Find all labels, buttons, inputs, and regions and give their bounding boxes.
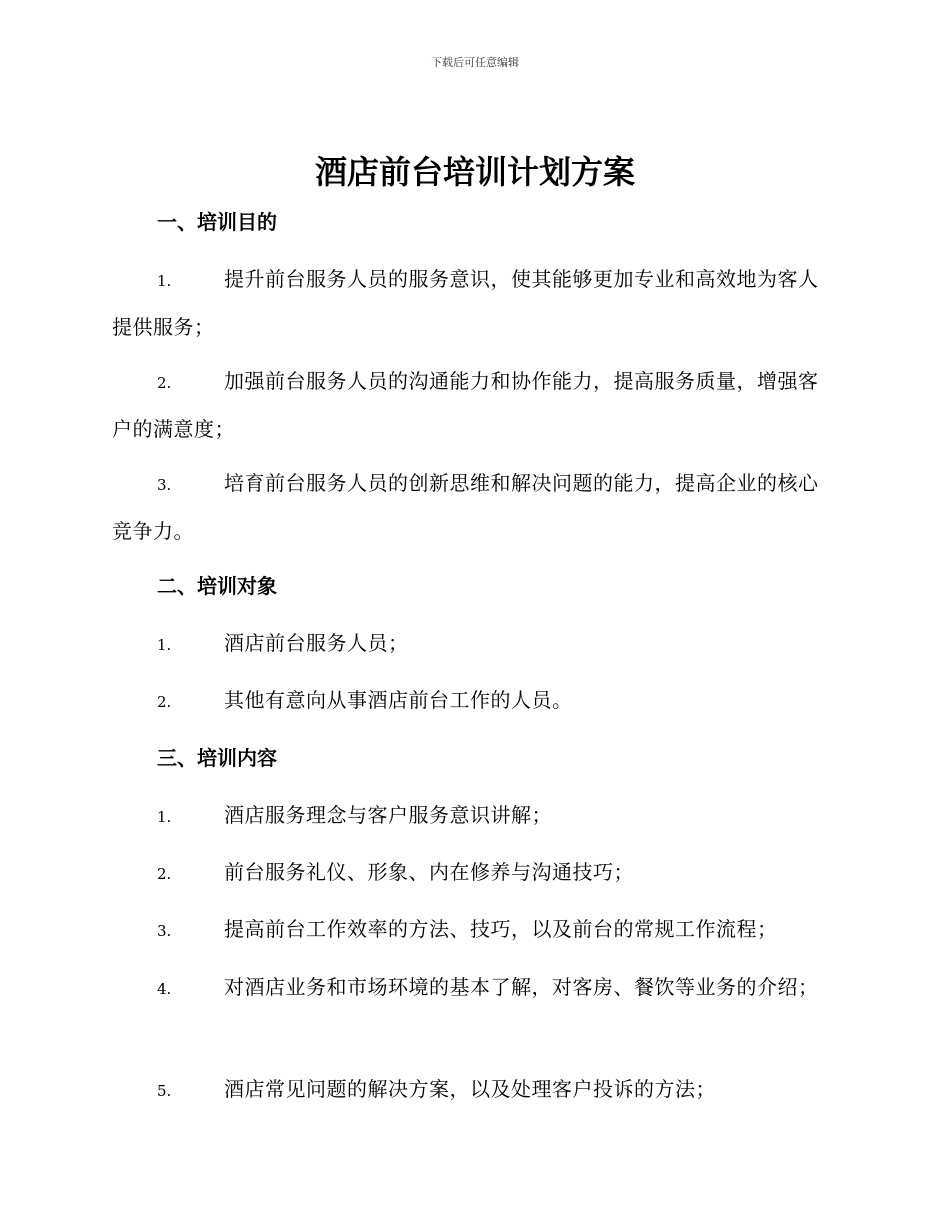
list-item — [112, 849, 837, 897]
list-text: 其他有意向从事酒店前台工作的人员。 — [224, 688, 573, 712]
list-item — [112, 620, 837, 668]
list-item — [112, 358, 837, 452]
list-text: 前台服务礼仪、形象、内在修养与沟通技巧； — [224, 860, 634, 884]
list-number: 3. — [157, 476, 172, 494]
list-item — [112, 964, 837, 1012]
list-number: 2. — [157, 865, 172, 883]
list-text: 培育前台服务人员的创新思维和解决问题的能力，提高企业的核心竞争力。 — [112, 471, 819, 543]
document-title: 酒店前台培训计划方案 — [314, 153, 635, 191]
list-item — [112, 906, 837, 954]
list-item — [112, 1066, 837, 1114]
list-text: 提高前台工作效率的方法、技巧，以及前台的常规工作流程； — [224, 917, 778, 941]
list-text: 加强前台服务人员的沟通能力和协作能力，提高服务质量，增强客户的满意度； — [112, 369, 819, 441]
section-heading-purpose: 一、培训目的 — [157, 210, 277, 234]
section-heading-content: 三、培训内容 — [157, 746, 277, 770]
list-item — [112, 256, 837, 350]
list-text: 对酒店业务和市场环境的基本了解，对客房、餐饮等业务的介绍； — [224, 975, 819, 999]
header-note: 下载后可任意编辑 — [431, 56, 519, 69]
list-text: 酒店服务理念与客户服务意识讲解； — [224, 803, 552, 827]
list-item — [112, 677, 837, 725]
section-heading-audience: 二、培训对象 — [157, 574, 277, 598]
list-number: 1. — [157, 808, 172, 826]
list-text: 酒店前台服务人员； — [224, 631, 409, 655]
list-item — [112, 792, 837, 840]
list-number: 1. — [157, 272, 172, 290]
list-number: 2. — [157, 374, 172, 392]
list-number: 3. — [157, 922, 172, 940]
list-number: 1. — [157, 636, 172, 654]
list-number: 4. — [157, 980, 172, 998]
list-item — [112, 460, 837, 554]
list-number: 5. — [157, 1082, 172, 1100]
list-text: 提升前台服务人员的服务意识，使其能够更加专业和高效地为客人提供服务； — [112, 267, 819, 339]
list-number: 2. — [157, 693, 172, 711]
list-text: 酒店常见问题的解决方案，以及处理客户投诉的方法； — [224, 1077, 716, 1101]
